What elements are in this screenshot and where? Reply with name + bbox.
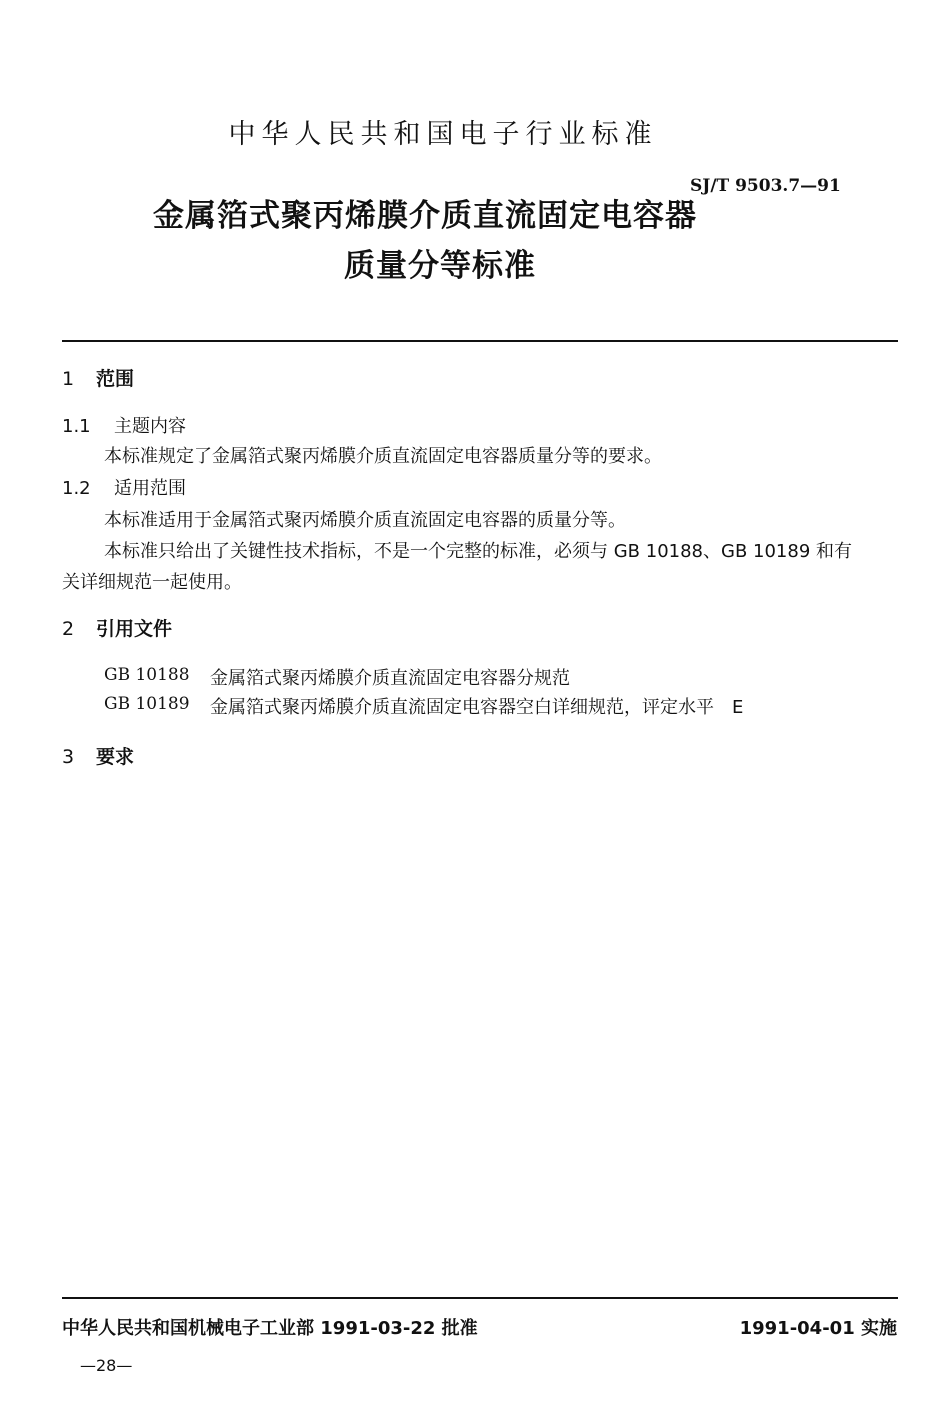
page-number: —28—	[80, 1356, 133, 1375]
section-3-heading	[62, 742, 134, 769]
reference-title: 金属箔式聚丙烯膜介质直流固定电容器空白详细规范，评定水平 E	[210, 697, 744, 718]
section-title: 引用文件	[96, 618, 173, 640]
reference-title: 金属箔式聚丙烯膜介质直流固定电容器分规范	[210, 668, 570, 689]
section-title: 要求	[96, 746, 135, 768]
section-1-2-note: 本标准只给出了关键性技术指标，不是一个完整的标准，必须与 GB 10188、GB 10189 和有	[104, 541, 852, 562]
section-number: 3	[62, 746, 75, 768]
bottom-divider	[62, 1297, 898, 1299]
reference-code: GB 10188	[104, 665, 190, 685]
section-1-1-heading	[62, 412, 186, 438]
issuer-line: 中华人民共和国电子行业标准	[228, 119, 658, 150]
section-title: 范围	[96, 368, 135, 390]
section-1-2-heading	[62, 474, 186, 500]
implementation-date: 1991-04-01 实施	[739, 1318, 897, 1339]
section-number: 1	[62, 368, 75, 390]
section-1-heading	[62, 364, 134, 391]
top-divider	[62, 340, 898, 342]
section-1-2-note-cont: 关详细规范一起使用。	[62, 572, 242, 593]
reference-code: GB 10189	[104, 694, 190, 714]
section-number: 2	[62, 618, 75, 640]
approval-line: 中华人民共和国机械电子工业部 1991-03-22 批准	[62, 1318, 478, 1339]
document-subtitle: 质量分等标准	[344, 248, 536, 284]
section-number: 1.1	[62, 416, 91, 437]
section-title: 适用范围	[114, 478, 186, 499]
section-1-1-text: 本标准规定了金属箔式聚丙烯膜介质直流固定电容器质量分等的要求。	[104, 446, 662, 467]
section-2-heading	[62, 614, 172, 641]
document-title: 金属箔式聚丙烯膜介质直流固定电容器	[153, 198, 697, 234]
section-title: 主题内容	[114, 416, 186, 437]
section-1-2-text: 本标准适用于金属箔式聚丙烯膜介质直流固定电容器的质量分等。	[104, 510, 626, 531]
standard-code: SJ/T 9503.7—91	[690, 176, 841, 196]
section-number: 1.2	[62, 478, 91, 499]
